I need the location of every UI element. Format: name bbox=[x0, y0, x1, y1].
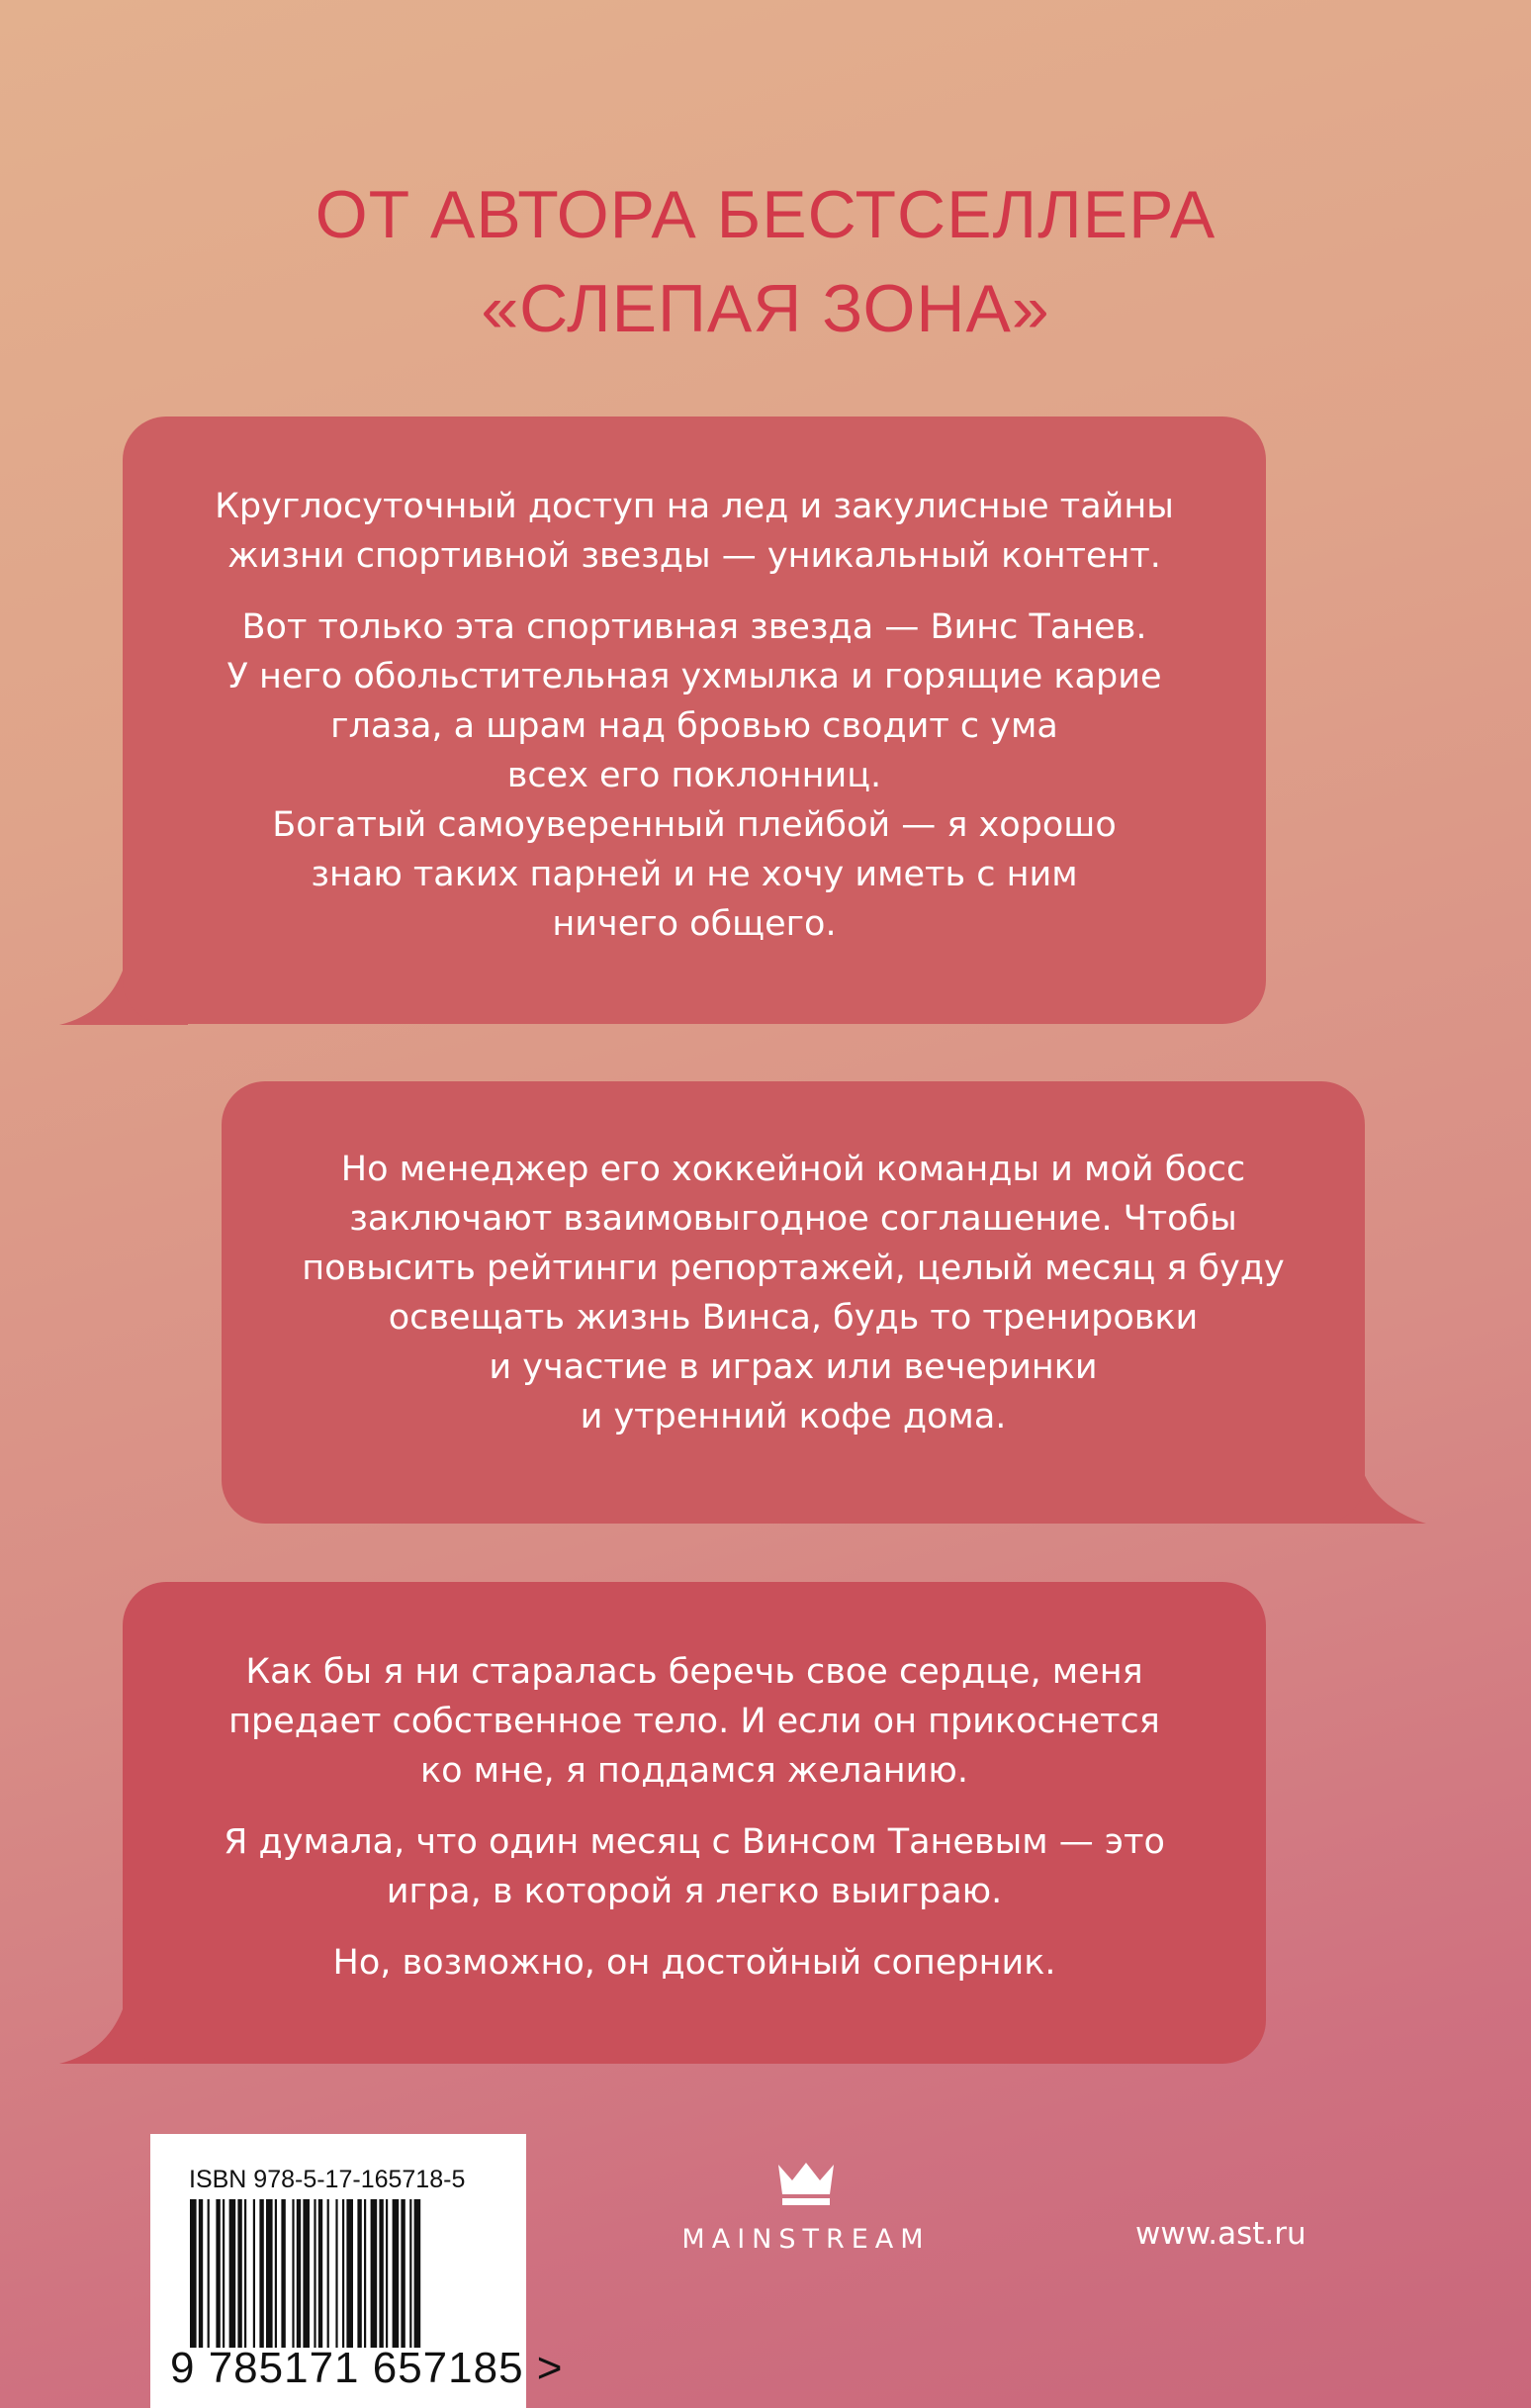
barcode-bar bbox=[275, 2199, 277, 2348]
barcode-bar bbox=[259, 2199, 263, 2348]
barcode-bar bbox=[199, 2199, 203, 2348]
barcode-bar bbox=[318, 2199, 322, 2348]
barcode-bar bbox=[335, 2199, 337, 2348]
barcode-bar bbox=[371, 2199, 378, 2348]
barcode-bar bbox=[346, 2199, 353, 2348]
publisher-website: www.ast.ru bbox=[1135, 2216, 1306, 2252]
barcode-bars bbox=[190, 2199, 487, 2348]
bubble-2-line: Но менеджер его хоккейной команды и мой босс bbox=[340, 1150, 1246, 1189]
isbn-number: ISBN 978-5-17-165718-5 bbox=[189, 2166, 466, 2193]
barcode-digits: 9 785171 657185 > bbox=[170, 2344, 564, 2392]
bubble-1-line: У него обольстительная ухмылка и горящие карие bbox=[226, 657, 1162, 696]
bubble-1-line: ничего общего. bbox=[552, 904, 837, 944]
bubble-1-line: Вот только эта спортивная звезда — Винс Танев. bbox=[241, 607, 1147, 647]
barcode-bar bbox=[342, 2199, 344, 2348]
cover-heading bbox=[0, 168, 1531, 356]
bubble-1-line: Богатый самоуверенный плейбой — я хорошо bbox=[272, 805, 1117, 845]
barcode-bar bbox=[409, 2199, 411, 2348]
bubble-2-line: повысить рейтинги репортажей, целый месяц я буду bbox=[302, 1249, 1285, 1288]
bubble-2-line: заключают взаимовыгодное соглашение. Чтобы bbox=[349, 1199, 1237, 1239]
barcode-bar bbox=[281, 2199, 285, 2348]
barcode-bar bbox=[208, 2199, 210, 2348]
bubble-1-line: жизни спортивной звезды — уникальный контент. bbox=[227, 536, 1161, 576]
barcode-bar bbox=[364, 2199, 366, 2348]
bubble-2-line: и участие в играх или вечеринки bbox=[489, 1347, 1098, 1387]
barcode-bar bbox=[314, 2199, 315, 2348]
barcode-bar bbox=[393, 2199, 400, 2348]
bubble-1-line: Круглосуточный доступ на лед и закулисные тайны bbox=[215, 487, 1174, 526]
isbn-barcode bbox=[150, 2134, 564, 2408]
publisher-name: MAINSTREAM bbox=[681, 2224, 931, 2255]
barcode-bar bbox=[223, 2199, 225, 2348]
barcode-bar bbox=[386, 2199, 388, 2348]
speech-bubble-2 bbox=[222, 1081, 1365, 1524]
barcode-bar bbox=[266, 2199, 273, 2348]
barcode-bar bbox=[401, 2199, 405, 2348]
barcode-bar bbox=[237, 2199, 241, 2348]
barcode-bar bbox=[327, 2199, 329, 2348]
bubble-3-line: Но, возможно, он достойный соперник. bbox=[332, 1943, 1056, 1983]
barcode-bar bbox=[297, 2199, 301, 2348]
barcode-bar bbox=[292, 2199, 294, 2348]
barcode-bar bbox=[244, 2199, 246, 2348]
speech-bubble-1 bbox=[123, 417, 1266, 1024]
barcode-bar bbox=[414, 2199, 421, 2348]
heading-line-1: ОТ АВТОРА БЕСТСЕЛЛЕРА bbox=[315, 177, 1216, 252]
bubble-1-line: всех его поклонниц. bbox=[506, 756, 882, 795]
bubble-2-line: освещать жизнь Винса, будь то тренировки bbox=[388, 1298, 1199, 1338]
publisher-logo bbox=[673, 2161, 940, 2255]
barcode-bar bbox=[253, 2199, 255, 2348]
crown-icon bbox=[776, 2161, 836, 2206]
bubble-1-line: глаза, а шрам над бровью сводит с ума bbox=[330, 706, 1058, 746]
speech-bubble-3 bbox=[123, 1582, 1266, 2064]
barcode-bar bbox=[379, 2199, 383, 2348]
bubble-3-line: игра, в которой я легко выиграю. bbox=[386, 1872, 1003, 1911]
barcode-bar bbox=[303, 2199, 310, 2348]
bubble-3-line: Как бы я ни старалась беречь свое сердце, меня bbox=[245, 1652, 1143, 1692]
bubble-1-line: знаю таких парней и не хочу иметь с ним bbox=[311, 855, 1078, 894]
bubble-2-line: и утренний кофе дома. bbox=[580, 1397, 1007, 1436]
heading-line-2: «СЛЕПАЯ ЗОНА» bbox=[481, 271, 1050, 346]
bubble-3-line: Я думала, что один месяц с Винсом Таневым — это bbox=[224, 1822, 1165, 1862]
barcode-bar bbox=[229, 2199, 236, 2348]
barcode-bar bbox=[216, 2199, 220, 2348]
bubble-3-line: ко мне, я поддамся желанию. bbox=[419, 1751, 968, 1791]
barcode-bar bbox=[190, 2199, 197, 2348]
barcode-bar bbox=[357, 2199, 361, 2348]
bubble-3-line: предает собственное тело. И если он прикоснется bbox=[228, 1702, 1160, 1741]
